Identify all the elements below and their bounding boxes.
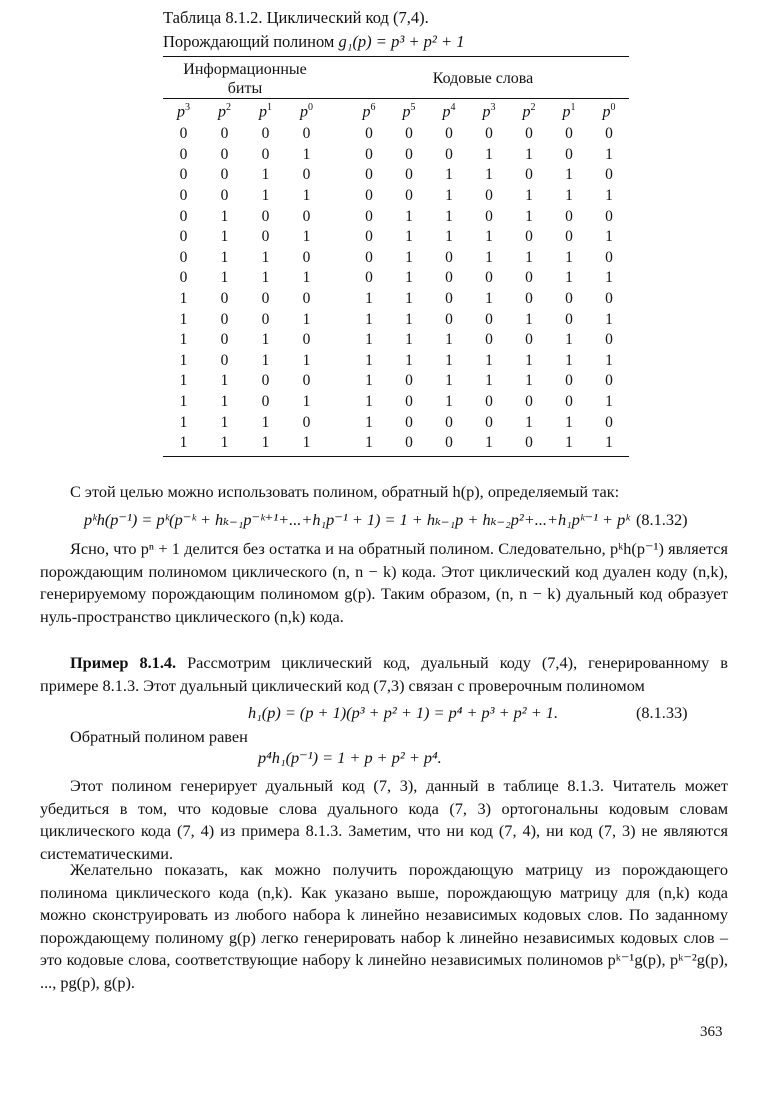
table-row <box>163 206 629 227</box>
codeword-bit-cell: 0 <box>605 166 613 184</box>
codeword-bit-cell: 1 <box>485 351 493 369</box>
column-header: $p^0$ <box>300 102 313 121</box>
codeword-bit-cell: 0 <box>365 269 373 287</box>
info-bit-cell: 0 <box>302 372 311 390</box>
table-row <box>163 124 629 145</box>
codeword-bit-cell: 1 <box>605 310 613 328</box>
column-header: $p^2$ <box>218 102 231 121</box>
codeword-bit-cell: 0 <box>485 331 493 349</box>
info-bit-cell: 0 <box>261 372 270 390</box>
column-header: $p^1$ <box>259 102 272 121</box>
codeword-bit-cell: 0 <box>605 372 613 390</box>
info-bit-cell: 1 <box>261 187 270 205</box>
info-bit-cell: 1 <box>302 145 311 163</box>
info-bit-cell: 0 <box>261 310 270 328</box>
equation-number-8-1-33: (8.1.33) <box>636 703 688 722</box>
table-top-rule <box>163 56 629 57</box>
info-bit-cell: 1 <box>261 434 270 452</box>
info-bit-cell: 0 <box>302 248 311 266</box>
codeword-bit-cell: 1 <box>445 393 453 411</box>
info-bit-cell: 1 <box>220 372 229 390</box>
codeword-bit-cell: 1 <box>405 290 413 308</box>
example-label: Пример 8.1.4. <box>70 653 177 672</box>
codeword-bit-cell: 1 <box>365 434 373 452</box>
codeword-bit-cell: 1 <box>365 331 373 349</box>
info-bit-cell: 1 <box>220 248 229 266</box>
info-bit-cell: 0 <box>302 290 311 308</box>
table-row <box>163 248 629 269</box>
caption-polynomial: g₁(p) = p³ + p² + 1 <box>338 32 465 51</box>
codeword-bit-cell: 0 <box>365 166 373 184</box>
codeword-bit-cell: 0 <box>565 207 573 225</box>
codeword-bit-cell: 1 <box>405 331 413 349</box>
codeword-bit-cell: 1 <box>405 351 413 369</box>
codeword-bit-cell: 1 <box>365 393 373 411</box>
codeword-bit-cell: 0 <box>525 434 533 452</box>
codeword-bit-cell: 0 <box>565 310 573 328</box>
codeword-bit-cell: 0 <box>485 187 493 205</box>
info-bit-cell: 0 <box>220 145 229 163</box>
codeword-bit-cell: 1 <box>525 413 533 431</box>
codeword-bit-cell: 0 <box>365 187 373 205</box>
codeword-bit-cell: 1 <box>565 187 573 205</box>
info-bit-cell: 1 <box>179 351 188 369</box>
table-row <box>163 330 629 351</box>
codeword-bit-cell: 0 <box>565 125 573 143</box>
codeword-bit-cell: 0 <box>445 310 453 328</box>
info-bit-cell: 1 <box>179 310 188 328</box>
info-bit-cell: 1 <box>302 228 311 246</box>
codeword-bit-cell: 1 <box>365 413 373 431</box>
codeword-bit-cell: 0 <box>525 125 533 143</box>
column-header: $p^4$ <box>442 102 456 121</box>
column-header: $p^1$ <box>562 102 576 121</box>
codeword-bit-cell: 1 <box>485 372 493 390</box>
codeword-bit-cell: 0 <box>485 393 493 411</box>
codeword-bit-cell: 0 <box>525 166 533 184</box>
codeword-bit-cell: 0 <box>605 125 613 143</box>
codeword-bit-cell: 1 <box>565 248 573 266</box>
info-bit-cell: 0 <box>261 393 270 411</box>
column-header: $p^5$ <box>402 102 416 121</box>
codeword-bit-cell: 1 <box>405 248 413 266</box>
codeword-bit-cell: 1 <box>365 372 373 390</box>
paragraph-dual-code-7-3: Этот полином генерирует дуальный код (7, 3), данный в таблице 8.1.3. Читатель может убедиться в том, что кодовые слова дуального кода (7, 3) ортогональны кодовым словам циклического кода (7, 4) из примера 8.1.3. Заметим, что ни код (7, 4), ни код (7, 3) не являются систематическими. <box>40 776 728 863</box>
codeword-bit-cell: 0 <box>485 207 493 225</box>
codeword-bit-cell: 1 <box>525 207 533 225</box>
codeword-bit-cell: 1 <box>565 434 573 452</box>
table-row <box>163 268 629 289</box>
table-row <box>163 412 629 433</box>
group-header-codewords: Кодовые слова <box>432 70 534 87</box>
codeword-bit-cell: 1 <box>445 207 453 225</box>
table-header-rule <box>163 98 629 99</box>
codeword-bit-cell: 0 <box>445 145 453 163</box>
codeword-bit-cell: 1 <box>565 331 573 349</box>
info-bit-cell: 1 <box>261 331 270 349</box>
codeword-bit-cell: 0 <box>565 290 573 308</box>
info-bit-cell: 1 <box>302 393 311 411</box>
info-bit-cell: 0 <box>220 351 229 369</box>
info-bit-cell: 1 <box>179 413 188 431</box>
codeword-bit-cell: 1 <box>445 331 453 349</box>
codeword-bit-cell: 0 <box>405 413 413 431</box>
info-bit-cell: 0 <box>220 187 229 205</box>
info-bit-cell: 1 <box>302 351 311 369</box>
codeword-bit-cell: 0 <box>405 166 413 184</box>
table-row <box>163 227 629 248</box>
codeword-bit-cell: 1 <box>365 290 373 308</box>
table-row <box>163 145 629 166</box>
table-caption <box>163 6 464 54</box>
info-bit-cell: 1 <box>302 434 311 452</box>
table-row <box>163 165 629 186</box>
codeword-bit-cell: 0 <box>525 228 533 246</box>
codeword-bit-cell: 1 <box>565 166 573 184</box>
info-bit-cell: 0 <box>179 187 188 205</box>
codeword-bit-cell: 1 <box>485 434 493 452</box>
info-bit-cell: 1 <box>220 413 229 431</box>
codeword-bit-cell: 1 <box>525 145 533 163</box>
codeword-bit-cell: 1 <box>405 228 413 246</box>
codeword-bit-cell: 1 <box>525 351 533 369</box>
table-row <box>163 371 629 392</box>
codeword-bit-cell: 0 <box>405 145 413 163</box>
codeword-bit-cell: 0 <box>445 434 453 452</box>
codeword-bit-cell: 0 <box>605 290 613 308</box>
codeword-bit-cell: 0 <box>405 187 413 205</box>
info-bit-cell: 0 <box>220 125 229 143</box>
info-bit-cell: 1 <box>220 393 229 411</box>
codeword-bit-cell: 0 <box>565 228 573 246</box>
codeword-bit-cell: 0 <box>445 269 453 287</box>
codeword-bit-cell: 0 <box>445 125 453 143</box>
codeword-table <box>163 100 629 454</box>
paragraph-reverse-polynomial-equals: Обратный полином равен <box>70 727 248 746</box>
column-header: $p^2$ <box>522 102 536 121</box>
table-row <box>163 309 629 330</box>
info-bit-cell: 1 <box>179 393 188 411</box>
codeword-bit-cell: 0 <box>485 269 493 287</box>
codeword-bit-cell: 0 <box>525 331 533 349</box>
info-bit-cell: 0 <box>220 166 229 184</box>
info-bit-cell: 0 <box>261 125 270 143</box>
table-row <box>163 289 629 310</box>
info-bit-cell: 0 <box>261 207 270 225</box>
codeword-bit-cell: 0 <box>485 125 493 143</box>
codeword-bit-cell: 1 <box>485 228 493 246</box>
codeword-bit-cell: 1 <box>485 248 493 266</box>
codeword-bit-cell: 0 <box>365 125 373 143</box>
codeword-bit-cell: 1 <box>485 290 493 308</box>
codeword-bit-cell: 1 <box>445 372 453 390</box>
info-bit-cell: 0 <box>302 207 311 225</box>
table-row <box>163 351 629 372</box>
column-header: $p^6$ <box>362 102 376 121</box>
paragraph-generator-matrix: Желательно показать, как можно получить порождающую матрицу из порождающего полинома циклического кода (n,k). Как указано выше, порождающую матрицу для (n,k) кода можно сконструировать из любого набора k линейно независимых кодовых слов. По заданному порождающему полиному g(p) легко генерировать набор k линейно независимых кодовых слов – это кодовые слова, соответствующие набору k линейно независимых полиномов pᵏ⁻¹g(p), pᵏ⁻²g(p), ..., pg(p), g(p). <box>40 860 728 992</box>
info-bit-cell: 1 <box>179 372 188 390</box>
codeword-bit-cell: 0 <box>405 393 413 411</box>
info-bit-cell: 1 <box>179 434 188 452</box>
info-bit-cell: 1 <box>302 187 311 205</box>
info-bit-cell: 0 <box>179 248 188 266</box>
info-bit-cell: 0 <box>302 125 311 143</box>
info-bit-cell: 1 <box>220 228 229 246</box>
info-bit-cell: 1 <box>179 331 188 349</box>
column-header: $p^3$ <box>482 102 496 121</box>
info-bit-cell: 1 <box>220 207 229 225</box>
paragraph-example-8-1-4: Пример 8.1.4. Рассмотрим циклический код, дуальный коду (7,4), генерированному в примере 8.1.3. Этот дуальный циклический код (7,3) связан с проверочным полиномом <box>40 653 728 695</box>
codeword-bit-cell: 0 <box>365 248 373 266</box>
info-bit-cell: 0 <box>179 228 188 246</box>
codeword-bit-cell: 1 <box>565 413 573 431</box>
codeword-bit-cell: 1 <box>405 269 413 287</box>
equation-number-8-1-32: (8.1.32) <box>636 510 688 529</box>
codeword-bit-cell: 1 <box>445 166 453 184</box>
table-column-headers <box>163 100 629 124</box>
equation-8-1-33: h₁(p) = (p + 1)(p³ + p² + 1) = p⁴ + p³ + p² + 1. <box>248 703 559 722</box>
equation-reverse-h1: p⁴h₁(p⁻¹) = 1 + p + p² + p⁴. <box>258 748 442 767</box>
info-bit-cell: 1 <box>261 269 270 287</box>
codeword-bit-cell: 0 <box>445 413 453 431</box>
codeword-bit-cell: 1 <box>605 351 613 369</box>
codeword-bit-cell: 0 <box>605 207 613 225</box>
codeword-bit-cell: 1 <box>525 310 533 328</box>
info-bit-cell: 1 <box>261 166 270 184</box>
info-bit-cell: 1 <box>261 248 270 266</box>
paragraph-dual-code: Ясно, что pⁿ + 1 делится без остатка и на обратный полином. Следовательно, pᵏh(p⁻¹) является порождающим полиномом циклического (n, n − k) кода. Этот циклический код дуален коду (n,k), генерируемому порождающим полиномом g(p). Таким образом, (n, n − k) дуальный код образует нуль-пространство циклического (n,k) кода. <box>40 539 728 626</box>
codeword-bit-cell: 1 <box>485 166 493 184</box>
codeword-bit-cell: 0 <box>605 248 613 266</box>
codeword-bit-cell: 0 <box>405 434 413 452</box>
codeword-bit-cell: 1 <box>445 228 453 246</box>
codeword-bit-cell: 1 <box>445 351 453 369</box>
table-row <box>163 186 629 207</box>
info-bit-cell: 1 <box>261 413 270 431</box>
info-bit-cell: 0 <box>220 310 229 328</box>
caption-label: Порождающий полином <box>163 32 335 51</box>
codeword-bit-cell: 1 <box>525 372 533 390</box>
codeword-bit-cell: 0 <box>405 372 413 390</box>
codeword-bit-cell: 0 <box>485 310 493 328</box>
codeword-bit-cell: 1 <box>605 269 613 287</box>
info-bit-cell: 0 <box>179 125 188 143</box>
table-bottom-rule <box>163 456 629 457</box>
equation-8-1-32: pᵏh(p⁻¹) = pᵏ(p⁻ᵏ + hₖ₋₁p⁻ᵏ⁺¹+...+h₁p⁻¹ + 1) = 1 + hₖ₋₁p + hₖ₋₂p²+...+h₁pᵏ⁻¹ + pᵏ <box>84 510 630 529</box>
codeword-bit-cell: 1 <box>405 207 413 225</box>
info-bit-cell: 1 <box>302 310 311 328</box>
caption-line-1: Таблица 8.1.2. Циклический код (7,4). <box>163 8 429 27</box>
info-bit-cell: 0 <box>261 228 270 246</box>
column-header: $p^0$ <box>602 102 616 121</box>
codeword-bit-cell: 0 <box>445 290 453 308</box>
codeword-bit-cell: 1 <box>365 310 373 328</box>
info-bit-cell: 0 <box>302 166 311 184</box>
info-bit-cell: 1 <box>302 269 311 287</box>
codeword-bit-cell: 0 <box>565 145 573 163</box>
codeword-bit-cell: 1 <box>445 187 453 205</box>
info-bit-cell: 1 <box>179 290 188 308</box>
info-bit-cell: 1 <box>261 351 270 369</box>
codeword-bit-cell: 1 <box>485 145 493 163</box>
codeword-bit-cell: 0 <box>365 207 373 225</box>
codeword-bit-cell: 1 <box>605 434 613 452</box>
codeword-bit-cell: 1 <box>565 269 573 287</box>
info-bit-cell: 0 <box>261 145 270 163</box>
codeword-bit-cell: 0 <box>365 228 373 246</box>
codeword-bit-cell: 0 <box>485 413 493 431</box>
group-header-info-bits: Информационные биты <box>183 61 307 97</box>
codeword-bit-cell: 0 <box>605 413 613 431</box>
codeword-bit-cell: 0 <box>565 393 573 411</box>
codeword-bit-cell: 1 <box>605 228 613 246</box>
info-bit-cell: 0 <box>220 290 229 308</box>
page-number: 363 <box>700 1024 723 1040</box>
info-bit-cell: 1 <box>220 434 229 452</box>
codeword-bit-cell: 1 <box>565 351 573 369</box>
codeword-bit-cell: 0 <box>605 331 613 349</box>
paragraph-reverse-polynomial-intro: С этой целью можно использовать полином, обратный h(p), определяемый так: <box>70 482 620 501</box>
info-bit-cell: 0 <box>261 290 270 308</box>
info-bit-cell: 0 <box>302 331 311 349</box>
codeword-bit-cell: 1 <box>525 187 533 205</box>
info-bit-cell: 0 <box>302 413 311 431</box>
codeword-bit-cell: 0 <box>565 372 573 390</box>
codeword-bit-cell: 1 <box>365 351 373 369</box>
codeword-bit-cell: 0 <box>525 393 533 411</box>
table-row <box>163 392 629 413</box>
info-bit-cell: 0 <box>220 331 229 349</box>
codeword-bit-cell: 0 <box>365 145 373 163</box>
column-header: $p^3$ <box>177 102 190 121</box>
codeword-bit-cell: 1 <box>605 145 613 163</box>
codeword-bit-cell: 1 <box>405 310 413 328</box>
table-row <box>163 433 629 454</box>
info-bit-cell: 0 <box>179 166 188 184</box>
codeword-bit-cell: 0 <box>525 269 533 287</box>
codeword-bit-cell: 1 <box>605 393 613 411</box>
info-bit-cell: 0 <box>179 207 188 225</box>
codeword-bit-cell: 0 <box>525 290 533 308</box>
info-bit-cell: 0 <box>179 145 188 163</box>
info-bit-cell: 1 <box>220 269 229 287</box>
codeword-bit-cell: 1 <box>605 187 613 205</box>
info-bit-cell: 0 <box>179 269 188 287</box>
codeword-bit-cell: 1 <box>525 248 533 266</box>
caption-line-2 <box>163 30 464 54</box>
codeword-bit-cell: 0 <box>405 125 413 143</box>
codeword-bit-cell: 0 <box>445 248 453 266</box>
